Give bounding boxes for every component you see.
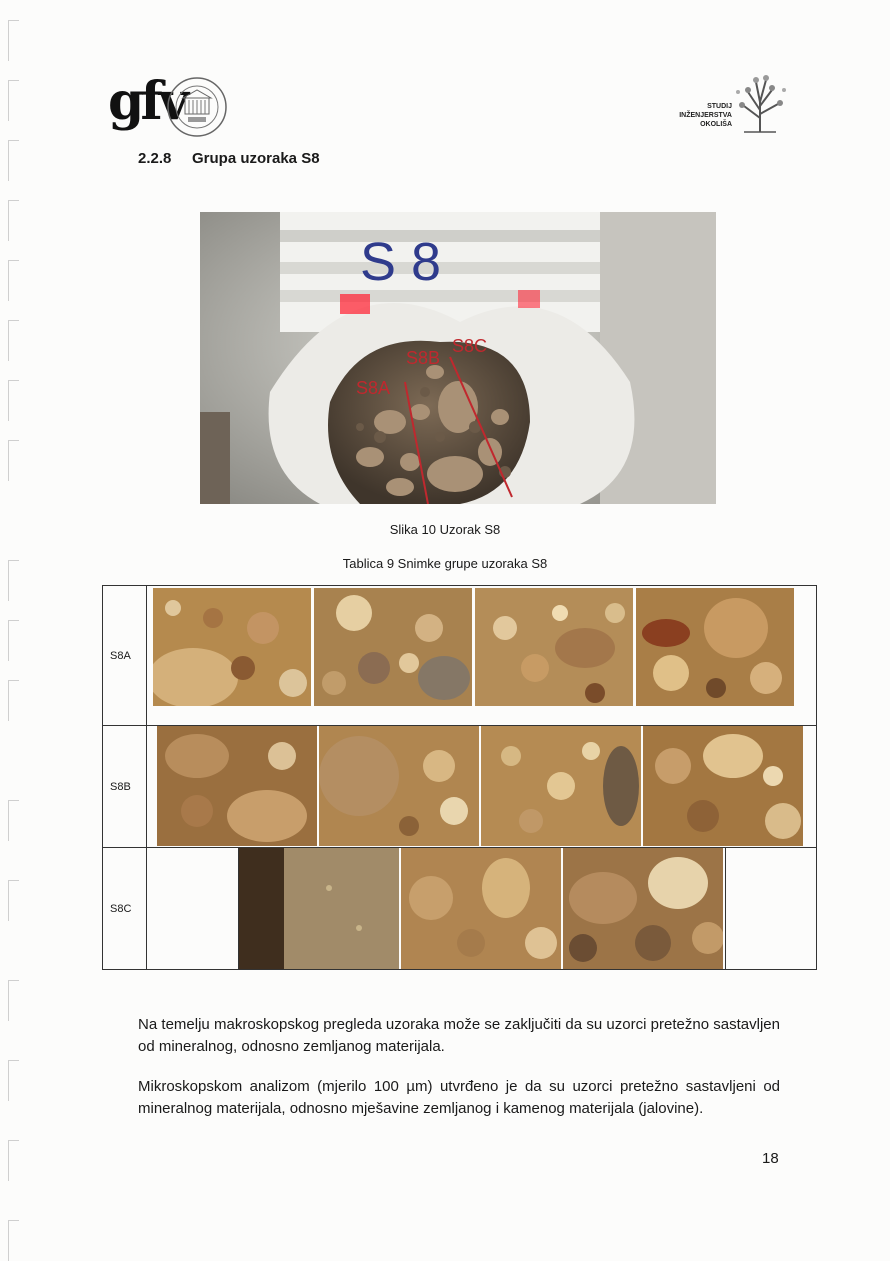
gfv-logo-text: gfv (108, 71, 185, 132)
row-label: S8A (110, 649, 131, 662)
page-number: 18 (762, 1150, 779, 1167)
micrograph-image (481, 726, 641, 846)
section-number: 2.2.8 (138, 150, 172, 167)
row-label-cell (103, 848, 147, 969)
university-seal-icon (166, 76, 228, 138)
micrograph-image (636, 588, 794, 706)
marker-s8c: S8C (452, 336, 488, 356)
micrograph-image (563, 848, 723, 969)
marker-s8a: S8A (356, 378, 391, 398)
micrograph-image (319, 726, 479, 846)
tree-icon (730, 70, 790, 134)
section-heading (138, 150, 320, 167)
row-label-cell (103, 726, 147, 847)
row-label-cell (103, 586, 147, 725)
bag-label-text: S 8 (360, 232, 442, 292)
studij-logo (679, 70, 790, 136)
micrograph-image (153, 588, 311, 706)
scan-binding-marks (8, 20, 22, 1250)
samples-table (102, 585, 817, 970)
body-paragraph: Mikroskopskom analizom (mjerilo 100 µm) utvrđeno je da su uzorci pretežno sastavljeni od mineralnog materijala, odnosno mješavine zemljanog i kamenog materijala (jalovine). (138, 1078, 780, 1117)
table-caption: Tablica 9 Snimke grupe uzoraka S8 (342, 556, 548, 571)
micrograph-image (401, 848, 561, 969)
studij-logo-text: STUDIJ INŽENJERSTVA OKOLIŠA (679, 103, 732, 128)
micrograph-image (314, 588, 472, 706)
marker-s8b: S8B (406, 348, 441, 368)
row-label: S8C (110, 902, 132, 915)
micrograph-image (157, 726, 317, 846)
table-row (103, 586, 816, 726)
table-row (103, 848, 816, 969)
table-row (103, 726, 816, 848)
row-label: S8B (110, 780, 131, 793)
gfv-logo (108, 70, 232, 136)
micrograph-image (475, 588, 633, 706)
body-paragraph: Na temelju makroskopskog pregleda uzoraka može se zaključiti da su uzorci pretežno sastavljen od mineralnog, odnosno zemljanog materijala. (138, 1016, 780, 1055)
figure-caption: Slika 10 Uzorak S8 (389, 522, 501, 537)
sample-bag-photo (200, 212, 716, 504)
micrograph-image (643, 726, 803, 846)
section-title: Grupa uzoraka S8 (192, 150, 320, 167)
micrograph-image (239, 848, 399, 969)
